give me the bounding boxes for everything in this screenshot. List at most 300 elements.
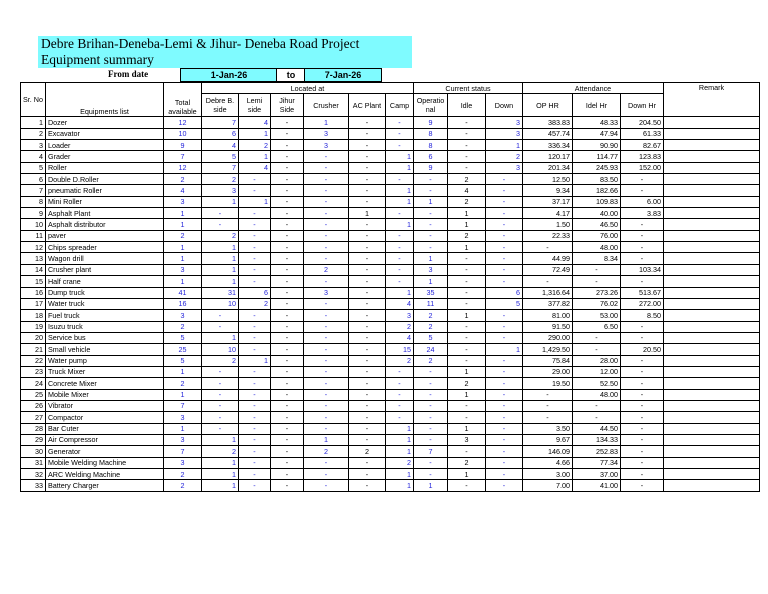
- cell-idle[interactable]: -: [447, 355, 485, 366]
- cell-equipment-name[interactable]: Battery Charger: [45, 480, 163, 491]
- cell-debre-side[interactable]: 2: [201, 446, 238, 457]
- cell-crusher[interactable]: -: [303, 219, 348, 230]
- cell-remark[interactable]: [663, 378, 759, 389]
- cell-down-hr[interactable]: -: [620, 253, 663, 264]
- cell-ac-plant[interactable]: -: [348, 196, 385, 207]
- cell-crusher[interactable]: -: [303, 174, 348, 185]
- cell-jihur-side[interactable]: -: [270, 140, 303, 151]
- cell-jihur-side[interactable]: -: [270, 151, 303, 162]
- cell-crusher[interactable]: 3: [303, 140, 348, 151]
- cell-operational[interactable]: 2: [413, 310, 447, 321]
- cell-down-hr[interactable]: 103.34: [620, 264, 663, 275]
- cell-remark[interactable]: [663, 264, 759, 275]
- cell-crusher[interactable]: -: [303, 378, 348, 389]
- cell-down-hr[interactable]: -: [620, 332, 663, 343]
- cell-down-hr[interactable]: -: [620, 366, 663, 377]
- cell-op-hr[interactable]: -: [522, 276, 572, 287]
- cell-ac-plant[interactable]: -: [348, 230, 385, 241]
- cell-op-hr[interactable]: 91.50: [522, 321, 572, 332]
- cell-down-hr[interactable]: -: [620, 457, 663, 468]
- cell-operational[interactable]: 7: [413, 446, 447, 457]
- cell-idle[interactable]: 2: [447, 196, 485, 207]
- cell-jihur-side[interactable]: -: [270, 389, 303, 400]
- cell-debre-side[interactable]: -: [201, 378, 238, 389]
- cell-operational[interactable]: -: [413, 457, 447, 468]
- cell-lemi-side[interactable]: 4: [238, 117, 270, 128]
- cell-equipment-name[interactable]: Mobile Mixer: [45, 389, 163, 400]
- cell-total-available[interactable]: 4: [163, 185, 201, 196]
- cell-idle[interactable]: -: [447, 253, 485, 264]
- cell-idle[interactable]: 1: [447, 366, 485, 377]
- cell-lemi-side[interactable]: -: [238, 434, 270, 445]
- cell-sr-no[interactable]: 3: [21, 140, 46, 151]
- cell-down[interactable]: -: [485, 389, 522, 400]
- cell-lemi-side[interactable]: 1: [238, 196, 270, 207]
- cell-down-hr[interactable]: -: [620, 355, 663, 366]
- cell-op-hr[interactable]: -: [522, 412, 572, 423]
- cell-idel-hr[interactable]: 48.00: [572, 389, 620, 400]
- cell-idle[interactable]: 3: [447, 434, 485, 445]
- cell-down-hr[interactable]: 204.50: [620, 117, 663, 128]
- cell-sr-no[interactable]: 13: [21, 253, 46, 264]
- cell-sr-no[interactable]: 16: [21, 287, 46, 298]
- cell-down-hr[interactable]: 3.83: [620, 208, 663, 219]
- cell-operational[interactable]: 1: [413, 480, 447, 491]
- cell-operational[interactable]: -: [413, 242, 447, 253]
- cell-lemi-side[interactable]: -: [238, 366, 270, 377]
- cell-jihur-side[interactable]: -: [270, 457, 303, 468]
- cell-sr-no[interactable]: 20: [21, 332, 46, 343]
- cell-op-hr[interactable]: 44.99: [522, 253, 572, 264]
- cell-jihur-side[interactable]: -: [270, 446, 303, 457]
- cell-debre-side[interactable]: 1: [201, 480, 238, 491]
- cell-op-hr[interactable]: 72.49: [522, 264, 572, 275]
- cell-equipment-name[interactable]: Compactor: [45, 412, 163, 423]
- cell-down-hr[interactable]: -: [620, 480, 663, 491]
- cell-camp[interactable]: -: [385, 208, 413, 219]
- cell-jihur-side[interactable]: -: [270, 117, 303, 128]
- cell-equipment-name[interactable]: pneumatic Roller: [45, 185, 163, 196]
- cell-camp[interactable]: 1: [385, 446, 413, 457]
- cell-crusher[interactable]: -: [303, 321, 348, 332]
- cell-equipment-name[interactable]: Mini Roller: [45, 196, 163, 207]
- cell-remark[interactable]: [663, 434, 759, 445]
- cell-lemi-side[interactable]: -: [238, 400, 270, 411]
- cell-op-hr[interactable]: 75.84: [522, 355, 572, 366]
- cell-debre-side[interactable]: 31: [201, 287, 238, 298]
- cell-equipment-name[interactable]: Crusher plant: [45, 264, 163, 275]
- cell-crusher[interactable]: -: [303, 242, 348, 253]
- cell-sr-no[interactable]: 25: [21, 389, 46, 400]
- cell-down-hr[interactable]: -: [620, 219, 663, 230]
- cell-operational[interactable]: -: [413, 434, 447, 445]
- cell-sr-no[interactable]: 9: [21, 208, 46, 219]
- cell-op-hr[interactable]: 12.50: [522, 174, 572, 185]
- cell-crusher[interactable]: 2: [303, 446, 348, 457]
- cell-total-available[interactable]: 2: [163, 378, 201, 389]
- cell-idle[interactable]: -: [447, 140, 485, 151]
- cell-idel-hr[interactable]: 114.77: [572, 151, 620, 162]
- cell-operational[interactable]: 1: [413, 196, 447, 207]
- cell-remark[interactable]: [663, 423, 759, 434]
- cell-idle[interactable]: -: [447, 298, 485, 309]
- cell-idle[interactable]: 2: [447, 230, 485, 241]
- cell-crusher[interactable]: -: [303, 332, 348, 343]
- cell-ac-plant[interactable]: -: [348, 219, 385, 230]
- cell-camp[interactable]: -: [385, 276, 413, 287]
- cell-idel-hr[interactable]: 40.00: [572, 208, 620, 219]
- cell-ac-plant[interactable]: -: [348, 140, 385, 151]
- cell-debre-side[interactable]: 1: [201, 434, 238, 445]
- cell-down-hr[interactable]: -: [620, 400, 663, 411]
- cell-down[interactable]: 1: [485, 140, 522, 151]
- cell-down[interactable]: 5: [485, 298, 522, 309]
- cell-camp[interactable]: -: [385, 230, 413, 241]
- cell-operational[interactable]: -: [413, 423, 447, 434]
- cell-jihur-side[interactable]: -: [270, 253, 303, 264]
- cell-equipment-name[interactable]: Wagon drill: [45, 253, 163, 264]
- cell-crusher[interactable]: -: [303, 185, 348, 196]
- cell-ac-plant[interactable]: -: [348, 185, 385, 196]
- cell-total-available[interactable]: 2: [163, 321, 201, 332]
- cell-ac-plant[interactable]: -: [348, 276, 385, 287]
- cell-debre-side[interactable]: -: [201, 366, 238, 377]
- cell-ac-plant[interactable]: -: [348, 162, 385, 173]
- cell-down[interactable]: -: [485, 480, 522, 491]
- cell-ac-plant[interactable]: -: [348, 389, 385, 400]
- cell-equipment-name[interactable]: Fuel truck: [45, 310, 163, 321]
- cell-operational[interactable]: 35: [413, 287, 447, 298]
- cell-remark[interactable]: [663, 446, 759, 457]
- cell-total-available[interactable]: 2: [163, 469, 201, 480]
- cell-crusher[interactable]: -: [303, 162, 348, 173]
- cell-equipment-name[interactable]: Water pump: [45, 355, 163, 366]
- cell-camp[interactable]: -: [385, 242, 413, 253]
- cell-jihur-side[interactable]: -: [270, 412, 303, 423]
- cell-camp[interactable]: 2: [385, 457, 413, 468]
- cell-total-available[interactable]: 25: [163, 344, 201, 355]
- cell-lemi-side[interactable]: -: [238, 230, 270, 241]
- cell-down-hr[interactable]: -: [620, 174, 663, 185]
- cell-crusher[interactable]: -: [303, 366, 348, 377]
- cell-lemi-side[interactable]: -: [238, 310, 270, 321]
- cell-operational[interactable]: 8: [413, 128, 447, 139]
- cell-equipment-name[interactable]: Small vehicle: [45, 344, 163, 355]
- cell-down[interactable]: 3: [485, 117, 522, 128]
- cell-down[interactable]: 6: [485, 287, 522, 298]
- cell-ac-plant[interactable]: -: [348, 355, 385, 366]
- cell-lemi-side[interactable]: -: [238, 446, 270, 457]
- cell-crusher[interactable]: -: [303, 389, 348, 400]
- cell-sr-no[interactable]: 19: [21, 321, 46, 332]
- cell-sr-no[interactable]: 2: [21, 128, 46, 139]
- cell-lemi-side[interactable]: 2: [238, 298, 270, 309]
- cell-remark[interactable]: [663, 332, 759, 343]
- cell-idel-hr[interactable]: -: [572, 276, 620, 287]
- cell-jihur-side[interactable]: -: [270, 423, 303, 434]
- cell-crusher[interactable]: -: [303, 423, 348, 434]
- cell-op-hr[interactable]: 29.00: [522, 366, 572, 377]
- cell-sr-no[interactable]: 32: [21, 469, 46, 480]
- cell-debre-side[interactable]: -: [201, 389, 238, 400]
- cell-jihur-side[interactable]: -: [270, 310, 303, 321]
- cell-camp[interactable]: 2: [385, 321, 413, 332]
- cell-jihur-side[interactable]: -: [270, 276, 303, 287]
- cell-jihur-side[interactable]: -: [270, 162, 303, 173]
- cell-camp[interactable]: -: [385, 140, 413, 151]
- cell-camp[interactable]: 15: [385, 344, 413, 355]
- cell-jihur-side[interactable]: -: [270, 469, 303, 480]
- cell-lemi-side[interactable]: -: [238, 185, 270, 196]
- cell-idle[interactable]: -: [447, 446, 485, 457]
- cell-op-hr[interactable]: 146.09: [522, 446, 572, 457]
- cell-debre-side[interactable]: 2: [201, 355, 238, 366]
- cell-jihur-side[interactable]: -: [270, 366, 303, 377]
- cell-op-hr[interactable]: 4.66: [522, 457, 572, 468]
- cell-op-hr[interactable]: 1.50: [522, 219, 572, 230]
- cell-sr-no[interactable]: 5: [21, 162, 46, 173]
- cell-ac-plant[interactable]: -: [348, 344, 385, 355]
- cell-jihur-side[interactable]: -: [270, 196, 303, 207]
- cell-debre-side[interactable]: 1: [201, 196, 238, 207]
- cell-debre-side[interactable]: 1: [201, 276, 238, 287]
- cell-ac-plant[interactable]: -: [348, 400, 385, 411]
- cell-operational[interactable]: -: [413, 366, 447, 377]
- cell-idel-hr[interactable]: 76.02: [572, 298, 620, 309]
- cell-equipment-name[interactable]: Bar Cuter: [45, 423, 163, 434]
- cell-total-available[interactable]: 7: [163, 446, 201, 457]
- cell-camp[interactable]: 1: [385, 196, 413, 207]
- from-date-value[interactable]: 1-Jan-26: [180, 68, 278, 82]
- cell-sr-no[interactable]: 31: [21, 457, 46, 468]
- cell-camp[interactable]: -: [385, 400, 413, 411]
- cell-operational[interactable]: 11: [413, 298, 447, 309]
- cell-remark[interactable]: [663, 151, 759, 162]
- cell-crusher[interactable]: -: [303, 151, 348, 162]
- cell-operational[interactable]: 6: [413, 151, 447, 162]
- cell-lemi-side[interactable]: -: [238, 264, 270, 275]
- cell-operational[interactable]: -: [413, 469, 447, 480]
- cell-equipment-name[interactable]: ARC Welding Machine: [45, 469, 163, 480]
- cell-sr-no[interactable]: 12: [21, 242, 46, 253]
- cell-crusher[interactable]: 1: [303, 434, 348, 445]
- cell-idle[interactable]: -: [447, 151, 485, 162]
- cell-debre-side[interactable]: 3: [201, 185, 238, 196]
- cell-down-hr[interactable]: 61.33: [620, 128, 663, 139]
- cell-lemi-side[interactable]: -: [238, 253, 270, 264]
- cell-equipment-name[interactable]: Air Compressor: [45, 434, 163, 445]
- cell-down-hr[interactable]: -: [620, 242, 663, 253]
- cell-jihur-side[interactable]: -: [270, 128, 303, 139]
- cell-lemi-side[interactable]: -: [238, 378, 270, 389]
- cell-operational[interactable]: 1: [413, 276, 447, 287]
- cell-camp[interactable]: 4: [385, 298, 413, 309]
- cell-idel-hr[interactable]: -: [572, 412, 620, 423]
- cell-lemi-side[interactable]: -: [238, 344, 270, 355]
- cell-debre-side[interactable]: 1: [201, 469, 238, 480]
- cell-idel-hr[interactable]: 53.00: [572, 310, 620, 321]
- cell-debre-side[interactable]: 6: [201, 128, 238, 139]
- cell-down-hr[interactable]: -: [620, 434, 663, 445]
- cell-op-hr[interactable]: 383.83: [522, 117, 572, 128]
- cell-lemi-side[interactable]: -: [238, 389, 270, 400]
- cell-down[interactable]: -: [485, 332, 522, 343]
- cell-remark[interactable]: [663, 253, 759, 264]
- cell-idel-hr[interactable]: 76.00: [572, 230, 620, 241]
- cell-crusher[interactable]: -: [303, 310, 348, 321]
- cell-remark[interactable]: [663, 162, 759, 173]
- cell-camp[interactable]: 1: [385, 480, 413, 491]
- cell-sr-no[interactable]: 22: [21, 355, 46, 366]
- cell-down-hr[interactable]: -: [620, 389, 663, 400]
- cell-remark[interactable]: [663, 276, 759, 287]
- cell-op-hr[interactable]: 290.00: [522, 332, 572, 343]
- cell-op-hr[interactable]: 37.17: [522, 196, 572, 207]
- cell-remark[interactable]: [663, 469, 759, 480]
- cell-remark[interactable]: [663, 400, 759, 411]
- cell-sr-no[interactable]: 10: [21, 219, 46, 230]
- cell-lemi-side[interactable]: 1: [238, 355, 270, 366]
- cell-op-hr[interactable]: 3.00: [522, 469, 572, 480]
- cell-debre-side[interactable]: -: [201, 219, 238, 230]
- cell-idel-hr[interactable]: 12.00: [572, 366, 620, 377]
- cell-crusher[interactable]: -: [303, 230, 348, 241]
- cell-equipment-name[interactable]: Vibrator: [45, 400, 163, 411]
- cell-total-available[interactable]: 1: [163, 208, 201, 219]
- cell-lemi-side[interactable]: -: [238, 219, 270, 230]
- cell-camp[interactable]: -: [385, 378, 413, 389]
- cell-idel-hr[interactable]: 28.00: [572, 355, 620, 366]
- cell-debre-side[interactable]: 2: [201, 174, 238, 185]
- cell-ac-plant[interactable]: -: [348, 128, 385, 139]
- cell-down-hr[interactable]: -: [620, 378, 663, 389]
- cell-idel-hr[interactable]: 273.26: [572, 287, 620, 298]
- cell-op-hr[interactable]: 4.17: [522, 208, 572, 219]
- cell-total-available[interactable]: 3: [163, 196, 201, 207]
- cell-remark[interactable]: [663, 389, 759, 400]
- cell-jihur-side[interactable]: -: [270, 321, 303, 332]
- cell-remark[interactable]: [663, 355, 759, 366]
- cell-jihur-side[interactable]: -: [270, 287, 303, 298]
- cell-operational[interactable]: -: [413, 219, 447, 230]
- cell-equipment-name[interactable]: Service bus: [45, 332, 163, 343]
- cell-idel-hr[interactable]: 77.34: [572, 457, 620, 468]
- cell-crusher[interactable]: -: [303, 344, 348, 355]
- cell-crusher[interactable]: -: [303, 480, 348, 491]
- cell-idle[interactable]: 1: [447, 219, 485, 230]
- cell-idle[interactable]: 2: [447, 174, 485, 185]
- cell-lemi-side[interactable]: 2: [238, 140, 270, 151]
- cell-op-hr[interactable]: 9.67: [522, 434, 572, 445]
- cell-idel-hr[interactable]: 48.00: [572, 242, 620, 253]
- cell-op-hr[interactable]: 201.34: [522, 162, 572, 173]
- cell-idel-hr[interactable]: 41.00: [572, 480, 620, 491]
- cell-op-hr[interactable]: 81.00: [522, 310, 572, 321]
- cell-idel-hr[interactable]: 8.34: [572, 253, 620, 264]
- cell-jihur-side[interactable]: -: [270, 242, 303, 253]
- cell-idel-hr[interactable]: 182.66: [572, 185, 620, 196]
- cell-idel-hr[interactable]: 52.50: [572, 378, 620, 389]
- cell-down-hr[interactable]: -: [620, 276, 663, 287]
- cell-operational[interactable]: 2: [413, 321, 447, 332]
- cell-op-hr[interactable]: -: [522, 389, 572, 400]
- cell-operational[interactable]: -: [413, 208, 447, 219]
- cell-down[interactable]: 3: [485, 162, 522, 173]
- cell-jihur-side[interactable]: -: [270, 185, 303, 196]
- cell-debre-side[interactable]: -: [201, 321, 238, 332]
- cell-crusher[interactable]: -: [303, 276, 348, 287]
- cell-idle[interactable]: -: [447, 264, 485, 275]
- cell-sr-no[interactable]: 23: [21, 366, 46, 377]
- cell-camp[interactable]: 1: [385, 151, 413, 162]
- cell-ac-plant[interactable]: -: [348, 321, 385, 332]
- cell-camp[interactable]: 1: [385, 162, 413, 173]
- cell-down[interactable]: -: [485, 412, 522, 423]
- cell-camp[interactable]: -: [385, 366, 413, 377]
- cell-camp[interactable]: 4: [385, 332, 413, 343]
- cell-debre-side[interactable]: 1: [201, 264, 238, 275]
- cell-total-available[interactable]: 2: [163, 174, 201, 185]
- cell-down[interactable]: -: [485, 253, 522, 264]
- cell-operational[interactable]: -: [413, 412, 447, 423]
- cell-equipment-name[interactable]: paver: [45, 230, 163, 241]
- cell-idel-hr[interactable]: 83.50: [572, 174, 620, 185]
- cell-total-available[interactable]: 1: [163, 219, 201, 230]
- cell-ac-plant[interactable]: -: [348, 332, 385, 343]
- cell-sr-no[interactable]: 11: [21, 230, 46, 241]
- cell-jihur-side[interactable]: -: [270, 230, 303, 241]
- cell-operational[interactable]: 5: [413, 332, 447, 343]
- cell-debre-side[interactable]: 10: [201, 298, 238, 309]
- cell-jihur-side[interactable]: -: [270, 264, 303, 275]
- cell-idle[interactable]: -: [447, 321, 485, 332]
- cell-total-available[interactable]: 3: [163, 412, 201, 423]
- cell-total-available[interactable]: 12: [163, 162, 201, 173]
- cell-down[interactable]: -: [485, 276, 522, 287]
- cell-debre-side[interactable]: -: [201, 310, 238, 321]
- cell-idel-hr[interactable]: -: [572, 264, 620, 275]
- cell-op-hr[interactable]: 336.34: [522, 140, 572, 151]
- cell-lemi-side[interactable]: 4: [238, 162, 270, 173]
- cell-ac-plant[interactable]: -: [348, 423, 385, 434]
- cell-sr-no[interactable]: 29: [21, 434, 46, 445]
- cell-equipment-name[interactable]: Dump truck: [45, 287, 163, 298]
- cell-crusher[interactable]: 3: [303, 287, 348, 298]
- cell-total-available[interactable]: 1: [163, 276, 201, 287]
- cell-op-hr[interactable]: 19.50: [522, 378, 572, 389]
- cell-sr-no[interactable]: 28: [21, 423, 46, 434]
- cell-ac-plant[interactable]: -: [348, 174, 385, 185]
- cell-idel-hr[interactable]: 46.50: [572, 219, 620, 230]
- cell-lemi-side[interactable]: -: [238, 480, 270, 491]
- cell-remark[interactable]: [663, 480, 759, 491]
- cell-camp[interactable]: 3: [385, 310, 413, 321]
- cell-sr-no[interactable]: 26: [21, 400, 46, 411]
- cell-sr-no[interactable]: 30: [21, 446, 46, 457]
- cell-down[interactable]: 2: [485, 151, 522, 162]
- cell-idle[interactable]: -: [447, 276, 485, 287]
- cell-idel-hr[interactable]: 109.83: [572, 196, 620, 207]
- cell-equipment-name[interactable]: Isuzu truck: [45, 321, 163, 332]
- cell-equipment-name[interactable]: Roller: [45, 162, 163, 173]
- cell-equipment-name[interactable]: Loader: [45, 140, 163, 151]
- cell-equipment-name[interactable]: Water truck: [45, 298, 163, 309]
- cell-remark[interactable]: [663, 298, 759, 309]
- cell-total-available[interactable]: 2: [163, 230, 201, 241]
- cell-equipment-name[interactable]: Dozer: [45, 117, 163, 128]
- cell-ac-plant[interactable]: -: [348, 264, 385, 275]
- cell-equipment-name[interactable]: Grader: [45, 151, 163, 162]
